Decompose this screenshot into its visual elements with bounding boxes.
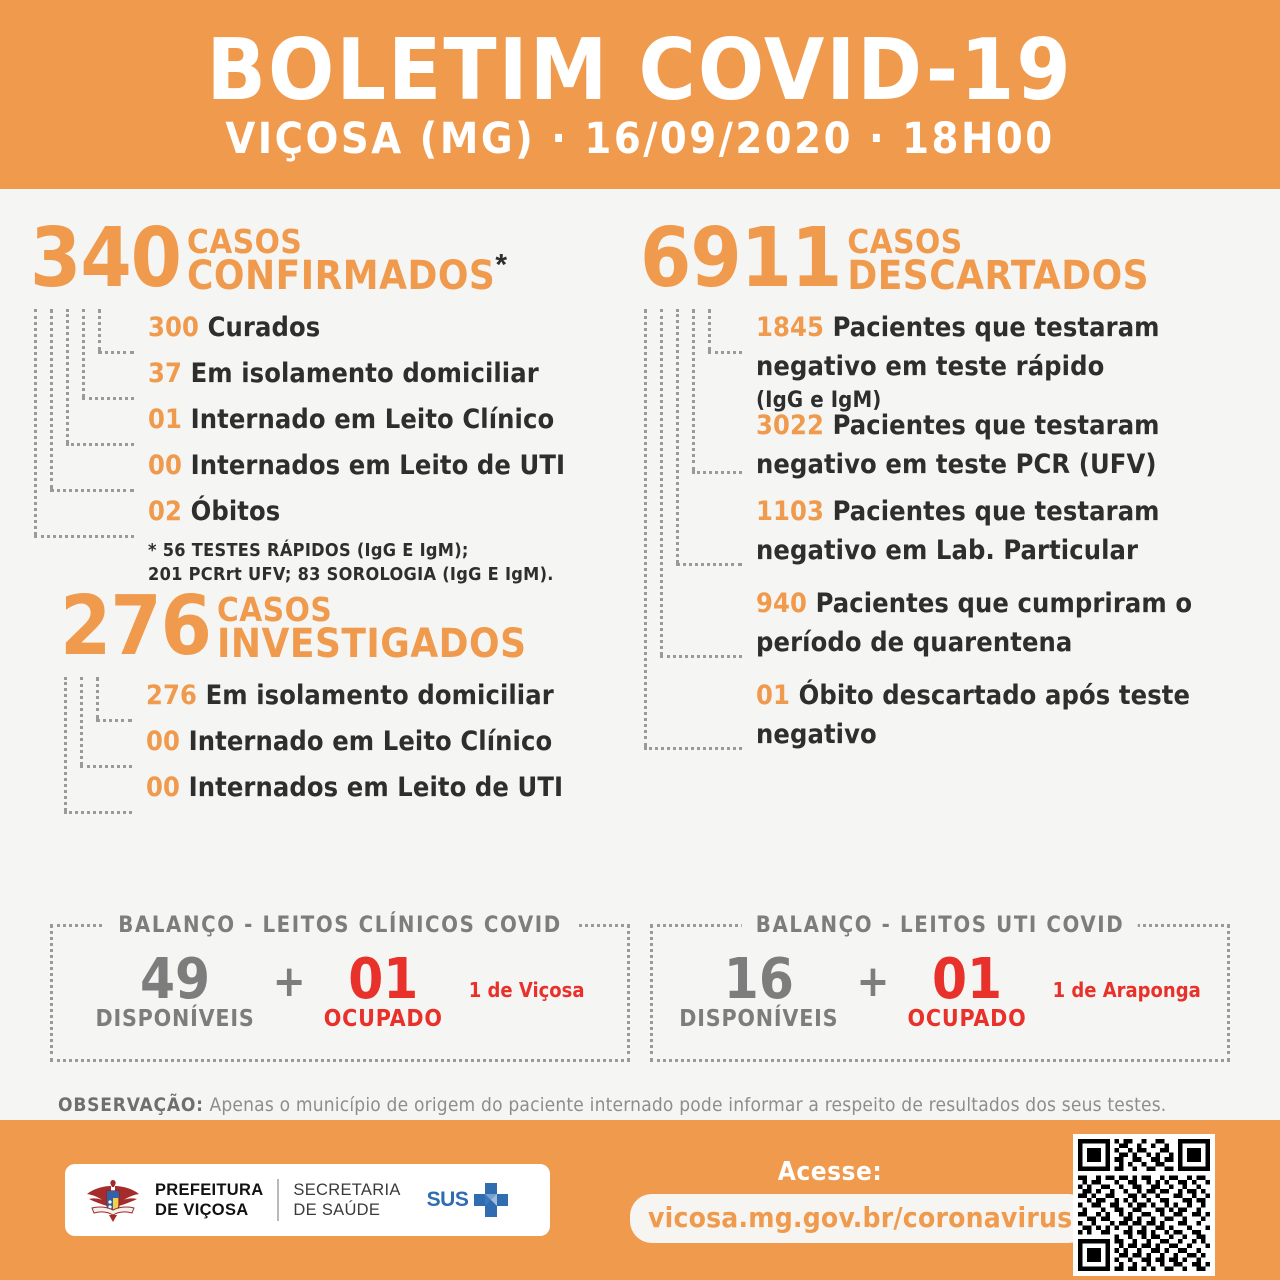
balance-box-clinical [50, 913, 630, 1062]
list-item [756, 493, 1196, 585]
balance-title: BALANÇO - LEITOS CLÍNICOS COVID [104, 913, 576, 938]
available-count: 16 [723, 946, 794, 1012]
confirmed-headline [30, 211, 630, 306]
page-footer [0, 1120, 1280, 1280]
balance-box-icu [650, 913, 1230, 1062]
bracket-line [50, 489, 134, 492]
occupied-count: 01 [932, 946, 1003, 1012]
bracket-line [80, 765, 132, 768]
item-text: Internados em Leito de UTI [190, 449, 566, 481]
item-count: 300 [148, 311, 200, 343]
discarded-headline [640, 211, 1260, 306]
available-beds-clinical [95, 946, 255, 1034]
institutional-logo-card [65, 1164, 550, 1236]
occupied-count: 01 [348, 946, 419, 1012]
bracket-line [692, 309, 695, 471]
sus-cross-icon [471, 1180, 511, 1220]
item-text: Curados [207, 311, 321, 343]
item-count: 00 [148, 449, 183, 481]
bracket-line [98, 309, 101, 351]
website-url[interactable]: vicosa.mg.gov.br/coronavirus [630, 1194, 1090, 1243]
item-count: 1845 [756, 311, 825, 343]
observation-note [58, 1094, 1228, 1116]
bracket-line [66, 443, 134, 446]
item-count: 3022 [756, 409, 825, 441]
item-count: 00 [146, 725, 181, 757]
bracket-line [66, 309, 69, 443]
prefeitura-label [155, 1180, 263, 1220]
observation-text: Apenas o município de origem do paciente internado pode informar a respeito de resultados dos seus testes. [203, 1094, 1167, 1116]
investigated-label-line2: INVESTIGADOS [217, 620, 527, 667]
sus-logo [427, 1180, 512, 1220]
item-text: Pacientes que testaram negativo em teste PCR (UFV) [756, 409, 1160, 480]
investigated-cases-section [60, 579, 660, 827]
occupancy-note: 1 de Araponga [1052, 978, 1201, 1002]
bracket-line [82, 397, 134, 400]
prefeitura-line2: DE VIÇOSA [155, 1201, 249, 1219]
confirmed-label [187, 222, 508, 299]
discarded-cases-section [640, 211, 1260, 779]
item-text: Internados em Leito de UTI [188, 771, 564, 803]
balance-title: BALANÇO - LEITOS UTI COVID [742, 913, 1138, 938]
secretaria-label [293, 1180, 400, 1220]
footnote-asterisk: * [495, 248, 508, 282]
list-item [756, 677, 1196, 769]
confirmed-footnote [148, 539, 630, 588]
page-title: BOLETIM COVID-19 [206, 20, 1074, 120]
qr-code[interactable] [1073, 1134, 1215, 1276]
item-count: 37 [148, 357, 183, 389]
confirmed-count: 340 [30, 211, 181, 306]
bracket-line [34, 535, 134, 538]
item-text: Pacientes que testaram negativo em Lab. Particular [756, 495, 1160, 566]
item-count: 01 [148, 403, 183, 435]
item-count: 940 [756, 587, 808, 619]
item-text: Internado em Leito Clínico [190, 403, 555, 435]
bracket-line [96, 719, 132, 722]
observation-label: OBSERVAÇÃO: [58, 1094, 204, 1116]
investigated-items [146, 677, 660, 815]
qr-code-image [1078, 1139, 1210, 1271]
bracket-line [34, 309, 37, 535]
footnote-line2: 201 PCRrt UFV; 83 SOROLOGIA (IgG E IgM). [148, 564, 554, 586]
bracket-line [64, 677, 67, 811]
discarded-rows-wrap [640, 309, 1260, 779]
bracket-line [660, 309, 663, 655]
item-count: 01 [756, 679, 791, 711]
page-subtitle: VIÇOSA (MG) · 16/09/2020 · 18H00 [225, 114, 1055, 165]
item-text: Em isolamento domiciliar [205, 679, 554, 711]
bracket-line [644, 747, 742, 750]
secretaria-line2: DE SAÚDE [293, 1201, 381, 1219]
plus-sign: + [272, 955, 306, 1007]
available-beds-icu [679, 946, 839, 1034]
list-item [148, 447, 630, 493]
item-text: Óbito descartado após teste negativo [756, 679, 1191, 750]
list-item [756, 585, 1196, 677]
access-block [630, 1157, 1073, 1243]
list-item [146, 723, 660, 769]
item-count: 00 [146, 771, 181, 803]
confirmed-cases-section [30, 211, 630, 586]
bracket-line [660, 655, 742, 658]
access-label: Acesse: [777, 1157, 883, 1187]
bracket-line [80, 677, 83, 765]
item-text: Pacientes que cumpriram o período de quarentena [756, 587, 1193, 658]
logo-divider [277, 1179, 279, 1221]
discarded-count: 6911 [640, 211, 842, 306]
occupied-label: OCUPADO [907, 1005, 1027, 1032]
footnote-line1: * 56 TESTES RÁPIDOS (IgG E IgM); [148, 539, 469, 561]
occupancy-note: 1 de Viçosa [468, 978, 585, 1002]
confirmed-label-line1: CASOS [187, 222, 303, 261]
list-item [148, 401, 630, 447]
bracket-line [98, 351, 134, 354]
bracket-line [708, 351, 742, 354]
item-text: Internado em Leito Clínico [188, 725, 553, 757]
item-count: 02 [148, 495, 183, 527]
investigated-headline [60, 579, 660, 674]
list-item [146, 677, 660, 723]
investigated-label-line1: CASOS [217, 590, 333, 629]
bracket-line [676, 563, 742, 566]
occupied-beds-clinical [323, 946, 443, 1034]
investigated-rows-wrap [60, 677, 660, 827]
item-text: Pacientes que testaram negativo em teste rápido [756, 311, 1160, 382]
list-item [148, 309, 630, 355]
bracket-line [64, 811, 132, 814]
bracket-line [50, 309, 53, 489]
bracket-line [96, 677, 99, 719]
sus-label: SUS [426, 1188, 469, 1211]
coat-of-arms-icon [85, 1177, 141, 1223]
item-count: 276 [146, 679, 198, 711]
list-item [148, 493, 630, 537]
item-text: Óbitos [190, 495, 281, 527]
plus-sign: + [856, 955, 890, 1007]
list-item [756, 401, 1196, 493]
occupied-beds-icu [907, 946, 1027, 1034]
occupied-label: OCUPADO [323, 1005, 443, 1032]
main-content [0, 189, 1280, 1120]
bracket-line [644, 309, 647, 747]
discarded-items [756, 309, 1196, 769]
page-header [0, 0, 1280, 189]
discarded-label [847, 222, 1150, 299]
available-count: 49 [139, 946, 211, 1012]
available-label: DISPONÍVEIS [679, 1005, 839, 1032]
investigated-label [217, 590, 527, 667]
list-item [756, 309, 1196, 413]
balance-boxes [0, 913, 1280, 1062]
bracket-line [692, 471, 742, 474]
prefeitura-line1: PREFEITURA [155, 1180, 264, 1199]
confirmed-rows-wrap [30, 309, 630, 586]
bracket-line [676, 309, 679, 563]
discarded-label-line1: CASOS [847, 222, 963, 261]
list-item [148, 355, 630, 401]
bracket-line [708, 309, 711, 351]
discarded-label-line2: DESCARTADOS [847, 252, 1150, 299]
item-subtext: (IgG e IgM) [756, 387, 882, 413]
confirmed-label-line2: CONFIRMADOS* [187, 248, 508, 299]
available-label: DISPONÍVEIS [95, 1005, 255, 1032]
list-item [146, 769, 660, 815]
bracket-line [82, 309, 85, 397]
secretaria-line1: SECRETARIA [293, 1180, 401, 1199]
confirmed-items [148, 309, 630, 588]
investigated-count: 276 [60, 579, 211, 674]
item-text: Em isolamento domiciliar [190, 357, 539, 389]
item-count: 1103 [756, 495, 825, 527]
